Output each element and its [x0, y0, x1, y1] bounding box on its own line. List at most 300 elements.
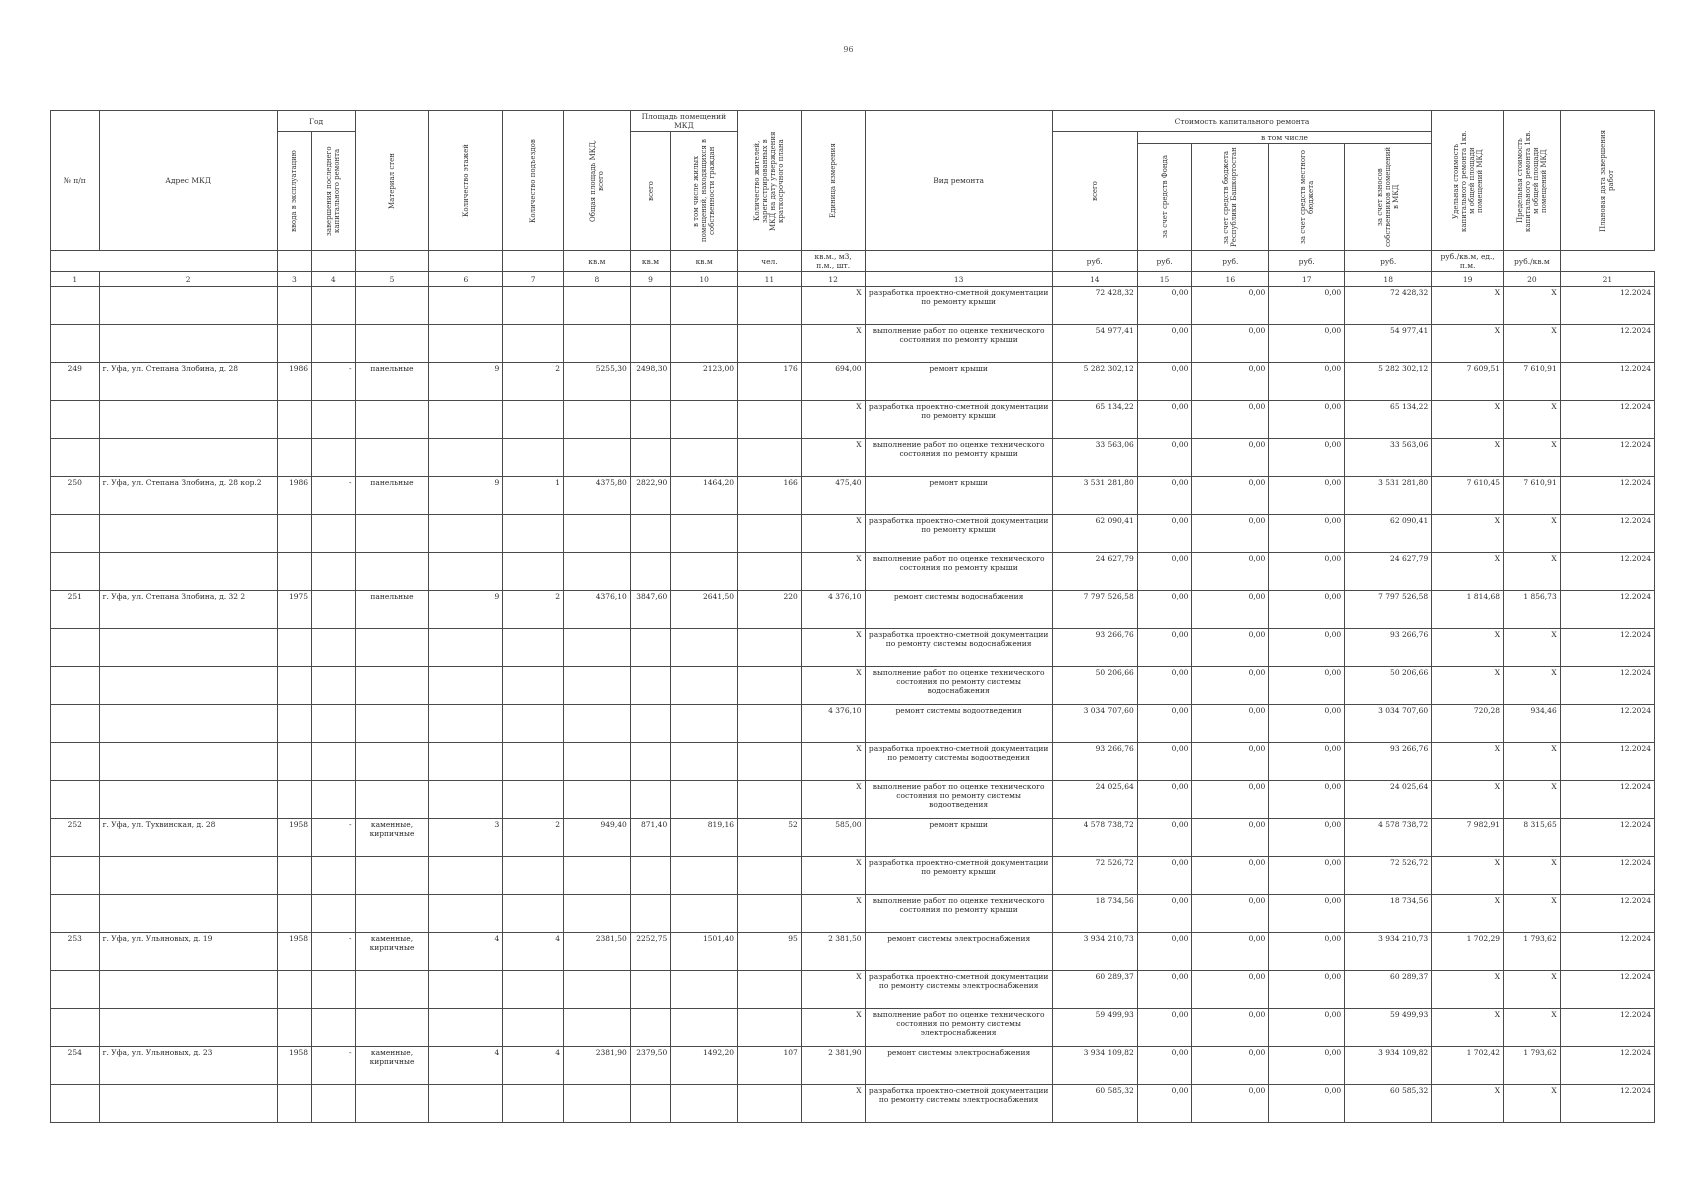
planned-date-cell: 12.2024: [1560, 515, 1654, 553]
cost-total-cell: 5 282 302,12: [1052, 363, 1137, 401]
specific-cost-cell: X: [1432, 401, 1504, 439]
header-floors: Количество этажей: [429, 111, 503, 251]
residents-cell: [738, 781, 802, 819]
entrances-cell: [503, 743, 564, 781]
cost-total-cell: 18 734,56: [1052, 895, 1137, 933]
planned-date-cell: 12.2024: [1560, 1085, 1654, 1123]
row-number: 251: [51, 591, 100, 629]
table-row: [51, 553, 1655, 591]
header-row-1: [51, 111, 1655, 132]
address-cell: [99, 439, 277, 477]
cost-owners-cell: 60 289,37: [1345, 971, 1432, 1009]
cost-fund-cell: 0,00: [1137, 325, 1192, 363]
year-last-repair-cell: [312, 1009, 356, 1047]
repair-type-cell: разработка проектно-сметной документации по ремонту системы водоснабжения: [865, 629, 1052, 667]
specific-cost-cell: X: [1432, 743, 1504, 781]
row-number: [51, 781, 100, 819]
address-cell: [99, 743, 277, 781]
premises-residential-cell: [671, 287, 738, 325]
header-unit-cell: кв.м: [630, 251, 670, 272]
floors-cell: [429, 743, 503, 781]
planned-date-cell: 12.2024: [1560, 1047, 1654, 1085]
header-unit-cell: руб.: [1137, 251, 1192, 272]
wall-material-cell: каменные, кирпичные: [355, 819, 429, 857]
specific-cost-cell: 1 814,68: [1432, 591, 1504, 629]
floors-cell: [429, 401, 503, 439]
cost-owners-cell: 60 585,32: [1345, 1085, 1432, 1123]
year-last-repair-cell: -: [312, 1047, 356, 1085]
wall-material-cell: панельные: [355, 363, 429, 401]
address-cell: [99, 553, 277, 591]
residents-cell: [738, 971, 802, 1009]
cost-total-cell: 4 578 738,72: [1052, 819, 1137, 857]
address-cell: [99, 515, 277, 553]
table-row: [51, 477, 1655, 515]
max-cost-cell: 1 793,62: [1504, 1047, 1561, 1085]
cost-local-cell: 0,00: [1269, 705, 1345, 743]
unit-cell: X: [801, 401, 865, 439]
cost-total-cell: 24 627,79: [1052, 553, 1137, 591]
cost-fund-cell: 0,00: [1137, 819, 1192, 857]
header-unit-cell: руб.: [1052, 251, 1137, 272]
row-number: 253: [51, 933, 100, 971]
cost-fund-cell: 0,00: [1137, 553, 1192, 591]
header-unit-cell: чел.: [738, 251, 802, 272]
year-commissioning-cell: [277, 515, 311, 553]
year-last-repair-cell: -: [312, 363, 356, 401]
year-commissioning-cell: [277, 895, 311, 933]
premises-residential-cell: 1492,20: [671, 1047, 738, 1085]
unit-cell: X: [801, 1085, 865, 1123]
cost-fund-cell: 0,00: [1137, 439, 1192, 477]
year-last-repair-cell: [312, 743, 356, 781]
premises-total-cell: [630, 743, 670, 781]
wall-material-cell: [355, 553, 429, 591]
row-number: 249: [51, 363, 100, 401]
cost-fund-cell: 0,00: [1137, 477, 1192, 515]
row-number: [51, 439, 100, 477]
cost-owners-cell: 72 526,72: [1345, 857, 1432, 895]
premises-total-cell: [630, 553, 670, 591]
unit-cell: 475,40: [801, 477, 865, 515]
cost-local-cell: 0,00: [1269, 591, 1345, 629]
max-cost-cell: X: [1504, 781, 1561, 819]
repair-type-cell: разработка проектно-сметной документации по ремонту системы электроснабжения: [865, 971, 1052, 1009]
column-number: 19: [1432, 272, 1504, 287]
wall-material-cell: [355, 857, 429, 895]
premises-residential-cell: [671, 439, 738, 477]
header-planned-date: Плановая дата завершения работ: [1560, 111, 1654, 251]
floors-cell: [429, 857, 503, 895]
premises-residential-cell: [671, 895, 738, 933]
residents-cell: [738, 439, 802, 477]
header-unit-cell: [312, 251, 356, 272]
residents-cell: [738, 1085, 802, 1123]
premises-total-cell: [630, 895, 670, 933]
planned-date-cell: 12.2024: [1560, 325, 1654, 363]
address-cell: [99, 895, 277, 933]
entrances-cell: [503, 287, 564, 325]
repair-type-cell: выполнение работ по оценке технического состояния по ремонту крыши: [865, 325, 1052, 363]
header-unit-cell: руб.: [1269, 251, 1345, 272]
table-row: [51, 439, 1655, 477]
header-premises-residential: в том числе жилых помещений, находящихся в собственности граждан: [671, 132, 738, 251]
residents-cell: [738, 325, 802, 363]
max-cost-cell: X: [1504, 439, 1561, 477]
premises-total-cell: [630, 401, 670, 439]
year-commissioning-cell: [277, 781, 311, 819]
table-row: [51, 591, 1655, 629]
column-number: 13: [865, 272, 1052, 287]
unit-cell: X: [801, 439, 865, 477]
wall-material-cell: панельные: [355, 477, 429, 515]
planned-date-cell: 12.2024: [1560, 743, 1654, 781]
cost-total-cell: 3 934 210,73: [1052, 933, 1137, 971]
total-area-cell: 4375,80: [563, 477, 630, 515]
table-row: [51, 667, 1655, 705]
table-row: [51, 857, 1655, 895]
cost-total-cell: 50 206,66: [1052, 667, 1137, 705]
cost-local-cell: 0,00: [1269, 515, 1345, 553]
planned-date-cell: 12.2024: [1560, 439, 1654, 477]
repair-type-cell: разработка проектно-сметной документации по ремонту системы электроснабжения: [865, 1085, 1052, 1123]
repair-type-cell: выполнение работ по оценке технического состояния по ремонту системы водоотведения: [865, 781, 1052, 819]
cost-fund-cell: 0,00: [1137, 857, 1192, 895]
premises-total-cell: [630, 667, 670, 705]
cost-total-cell: 72 526,72: [1052, 857, 1137, 895]
cost-owners-cell: 54 977,41: [1345, 325, 1432, 363]
cost-total-cell: 93 266,76: [1052, 629, 1137, 667]
entrances-cell: [503, 895, 564, 933]
max-cost-cell: X: [1504, 895, 1561, 933]
total-area-cell: 949,40: [563, 819, 630, 857]
planned-date-cell: 12.2024: [1560, 857, 1654, 895]
cost-owners-cell: 50 206,66: [1345, 667, 1432, 705]
header-unit-cell: руб.: [1345, 251, 1432, 272]
planned-date-cell: 12.2024: [1560, 553, 1654, 591]
unit-cell: X: [801, 667, 865, 705]
cost-owners-cell: 5 282 302,12: [1345, 363, 1432, 401]
cost-republic-cell: 0,00: [1192, 325, 1269, 363]
total-area-cell: 2381,90: [563, 1047, 630, 1085]
address-cell: [99, 325, 277, 363]
specific-cost-cell: X: [1432, 515, 1504, 553]
year-commissioning-cell: 1975: [277, 591, 311, 629]
premises-residential-cell: [671, 971, 738, 1009]
header-year-group: Год: [277, 111, 355, 132]
wall-material-cell: [355, 743, 429, 781]
wall-material-cell: [355, 667, 429, 705]
table-row: [51, 401, 1655, 439]
planned-date-cell: 12.2024: [1560, 363, 1654, 401]
cost-total-cell: 24 025,64: [1052, 781, 1137, 819]
planned-date-cell: 12.2024: [1560, 477, 1654, 515]
entrances-cell: [503, 1085, 564, 1123]
cost-republic-cell: 0,00: [1192, 933, 1269, 971]
total-area-cell: [563, 629, 630, 667]
address-cell: [99, 1009, 277, 1047]
cost-owners-cell: 24 025,64: [1345, 781, 1432, 819]
year-commissioning-cell: [277, 439, 311, 477]
total-area-cell: 4376,10: [563, 591, 630, 629]
cost-owners-cell: 65 134,22: [1345, 401, 1432, 439]
year-last-repair-cell: [312, 325, 356, 363]
repair-type-cell: разработка проектно-сметной документации по ремонту крыши: [865, 287, 1052, 325]
header-residents: Количество жителей, зарегистрированных в МКД на дату утверждения краткосрочного плана: [738, 111, 802, 251]
total-area-cell: [563, 743, 630, 781]
repair-type-cell: ремонт системы водоснабжения: [865, 591, 1052, 629]
column-number: 6: [429, 272, 503, 287]
residents-cell: [738, 667, 802, 705]
header-numbers-row: [51, 272, 1655, 287]
unit-cell: X: [801, 857, 865, 895]
cost-fund-cell: 0,00: [1137, 1085, 1192, 1123]
cost-total-cell: 60 289,37: [1052, 971, 1137, 1009]
column-number: 18: [1345, 272, 1432, 287]
cost-fund-cell: 0,00: [1137, 743, 1192, 781]
column-number: 17: [1269, 272, 1345, 287]
cost-local-cell: 0,00: [1269, 667, 1345, 705]
total-area-cell: [563, 1009, 630, 1047]
wall-material-cell: [355, 401, 429, 439]
premises-residential-cell: [671, 553, 738, 591]
premises-total-cell: [630, 629, 670, 667]
cost-local-cell: 0,00: [1269, 401, 1345, 439]
table-row: [51, 933, 1655, 971]
entrances-cell: [503, 629, 564, 667]
header-address: Адрес МКД: [99, 111, 277, 251]
header-unit-cell: руб.: [1192, 251, 1269, 272]
cost-republic-cell: 0,00: [1192, 1047, 1269, 1085]
cost-republic-cell: 0,00: [1192, 781, 1269, 819]
specific-cost-cell: X: [1432, 857, 1504, 895]
row-number: 252: [51, 819, 100, 857]
cost-local-cell: 0,00: [1269, 363, 1345, 401]
wall-material-cell: [355, 629, 429, 667]
floors-cell: 9: [429, 363, 503, 401]
unit-cell: X: [801, 553, 865, 591]
cost-republic-cell: 0,00: [1192, 363, 1269, 401]
entrances-cell: 4: [503, 933, 564, 971]
floors-cell: 9: [429, 477, 503, 515]
max-cost-cell: X: [1504, 667, 1561, 705]
residents-cell: [738, 705, 802, 743]
floors-cell: [429, 325, 503, 363]
cost-local-cell: 0,00: [1269, 439, 1345, 477]
floors-cell: [429, 705, 503, 743]
year-last-repair-cell: [312, 515, 356, 553]
year-last-repair-cell: [312, 439, 356, 477]
table-row: [51, 819, 1655, 857]
row-number: [51, 553, 100, 591]
cost-fund-cell: 0,00: [1137, 933, 1192, 971]
column-number: 15: [1137, 272, 1192, 287]
total-area-cell: 5255,30: [563, 363, 630, 401]
unit-cell: X: [801, 325, 865, 363]
unit-cell: 4 376,10: [801, 591, 865, 629]
wall-material-cell: [355, 325, 429, 363]
cost-fund-cell: 0,00: [1137, 1047, 1192, 1085]
header-repair-type: Вид ремонта: [865, 111, 1052, 251]
residents-cell: [738, 287, 802, 325]
wall-material-cell: [355, 971, 429, 1009]
cost-fund-cell: 0,00: [1137, 1009, 1192, 1047]
residents-cell: 95: [738, 933, 802, 971]
year-commissioning-cell: [277, 705, 311, 743]
cost-total-cell: 62 090,41: [1052, 515, 1137, 553]
cost-republic-cell: 0,00: [1192, 629, 1269, 667]
cost-local-cell: 0,00: [1269, 1047, 1345, 1085]
cost-local-cell: 0,00: [1269, 553, 1345, 591]
year-commissioning-cell: [277, 629, 311, 667]
total-area-cell: [563, 553, 630, 591]
header-unit-cell: кв.м: [671, 251, 738, 272]
total-area-cell: [563, 971, 630, 1009]
row-number: [51, 325, 100, 363]
wall-material-cell: [355, 705, 429, 743]
entrances-cell: [503, 971, 564, 1009]
repair-type-cell: выполнение работ по оценке технического состояния по ремонту системы электроснабжения: [865, 1009, 1052, 1047]
address-cell: г. Уфа, ул. Ульяновых, д. 23: [99, 1047, 277, 1085]
cost-fund-cell: 0,00: [1137, 287, 1192, 325]
year-commissioning-cell: [277, 743, 311, 781]
max-cost-cell: 8 315,65: [1504, 819, 1561, 857]
cost-owners-cell: 3 934 210,73: [1345, 933, 1432, 971]
premises-residential-cell: [671, 1085, 738, 1123]
column-number: 5: [355, 272, 429, 287]
table-row: [51, 515, 1655, 553]
header-unit-cell: руб./кв.м, ед., п.м.: [1432, 251, 1504, 272]
cost-total-cell: 60 585,32: [1052, 1085, 1137, 1123]
repair-type-cell: выполнение работ по оценке технического состояния по ремонту крыши: [865, 553, 1052, 591]
year-last-repair-cell: -: [312, 933, 356, 971]
unit-cell: 694,00: [801, 363, 865, 401]
repair-type-cell: выполнение работ по оценке технического состояния по ремонту крыши: [865, 439, 1052, 477]
cost-owners-cell: 72 428,32: [1345, 287, 1432, 325]
max-cost-cell: X: [1504, 401, 1561, 439]
cost-owners-cell: 93 266,76: [1345, 629, 1432, 667]
unit-cell: X: [801, 971, 865, 1009]
table-row: [51, 287, 1655, 325]
cost-local-cell: 0,00: [1269, 781, 1345, 819]
table-row: [51, 743, 1655, 781]
cost-republic-cell: 0,00: [1192, 857, 1269, 895]
year-last-repair-cell: -: [312, 477, 356, 515]
premises-total-cell: 2498,30: [630, 363, 670, 401]
entrances-cell: [503, 1009, 564, 1047]
header-unit-blank: [51, 251, 278, 272]
cost-total-cell: 7 797 526,58: [1052, 591, 1137, 629]
year-commissioning-cell: 1986: [277, 477, 311, 515]
premises-residential-cell: [671, 1009, 738, 1047]
total-area-cell: [563, 287, 630, 325]
repair-type-cell: ремонт системы водоотведения: [865, 705, 1052, 743]
address-cell: [99, 629, 277, 667]
specific-cost-cell: X: [1432, 1085, 1504, 1123]
address-cell: г. Уфа, ул. Степана Злобина, д. 28: [99, 363, 277, 401]
header-unit-cell: [503, 251, 564, 272]
unit-cell: X: [801, 515, 865, 553]
header-year-last-repair: завершения последнего капитального ремонта: [312, 132, 356, 251]
max-cost-cell: X: [1504, 325, 1561, 363]
entrances-cell: 4: [503, 1047, 564, 1085]
year-last-repair-cell: [312, 971, 356, 1009]
cost-total-cell: 3 531 281,80: [1052, 477, 1137, 515]
header-year-commissioning: ввода в эксплуатацию: [277, 132, 311, 251]
entrances-cell: [503, 705, 564, 743]
header-unit-cell: [429, 251, 503, 272]
specific-cost-cell: 7 609,51: [1432, 363, 1504, 401]
address-cell: г. Уфа, ул. Тухвинская, д. 28: [99, 819, 277, 857]
row-number: [51, 667, 100, 705]
cost-fund-cell: 0,00: [1137, 591, 1192, 629]
premises-total-cell: [630, 781, 670, 819]
year-commissioning-cell: [277, 1009, 311, 1047]
entrances-cell: [503, 439, 564, 477]
entrances-cell: [503, 667, 564, 705]
floors-cell: [429, 515, 503, 553]
repair-type-cell: разработка проектно-сметной документации по ремонту крыши: [865, 857, 1052, 895]
residents-cell: [738, 1009, 802, 1047]
cost-local-cell: 0,00: [1269, 477, 1345, 515]
year-last-repair-cell: [312, 781, 356, 819]
premises-residential-cell: 819,16: [671, 819, 738, 857]
address-cell: г. Уфа, ул. Ульяновых, д. 19: [99, 933, 277, 971]
entrances-cell: [503, 553, 564, 591]
total-area-cell: [563, 439, 630, 477]
unit-cell: 2 381,50: [801, 933, 865, 971]
wall-material-cell: [355, 895, 429, 933]
entrances-cell: [503, 515, 564, 553]
wall-material-cell: панельные: [355, 591, 429, 629]
wall-material-cell: [355, 1009, 429, 1047]
cost-republic-cell: 0,00: [1192, 477, 1269, 515]
entrances-cell: [503, 401, 564, 439]
max-cost-cell: X: [1504, 1085, 1561, 1123]
year-commissioning-cell: [277, 287, 311, 325]
cost-owners-cell: 18 734,56: [1345, 895, 1432, 933]
address-cell: [99, 781, 277, 819]
cost-total-cell: 59 499,93: [1052, 1009, 1137, 1047]
row-number: 254: [51, 1047, 100, 1085]
residents-cell: [738, 895, 802, 933]
total-area-cell: [563, 705, 630, 743]
row-number: [51, 857, 100, 895]
premises-residential-cell: [671, 743, 738, 781]
repair-type-cell: разработка проектно-сметной документации по ремонту системы водоотведения: [865, 743, 1052, 781]
specific-cost-cell: X: [1432, 629, 1504, 667]
specific-cost-cell: X: [1432, 781, 1504, 819]
residents-cell: 166: [738, 477, 802, 515]
entrances-cell: 2: [503, 591, 564, 629]
residents-cell: 107: [738, 1047, 802, 1085]
table-row: [51, 705, 1655, 743]
row-number: [51, 895, 100, 933]
planned-date-cell: 12.2024: [1560, 591, 1654, 629]
cost-republic-cell: 0,00: [1192, 705, 1269, 743]
floors-cell: [429, 1009, 503, 1047]
year-commissioning-cell: [277, 553, 311, 591]
premises-residential-cell: [671, 401, 738, 439]
repair-type-cell: ремонт крыши: [865, 819, 1052, 857]
address-cell: г. Уфа, ул. Степана Злобина, д. 28 кор.2: [99, 477, 277, 515]
cost-owners-cell: 24 627,79: [1345, 553, 1432, 591]
table-row: [51, 363, 1655, 401]
entrances-cell: 2: [503, 819, 564, 857]
residents-cell: [738, 629, 802, 667]
header-unit-cell: кв.м., м3, п.м., шт.: [801, 251, 865, 272]
year-last-repair-cell: [312, 401, 356, 439]
